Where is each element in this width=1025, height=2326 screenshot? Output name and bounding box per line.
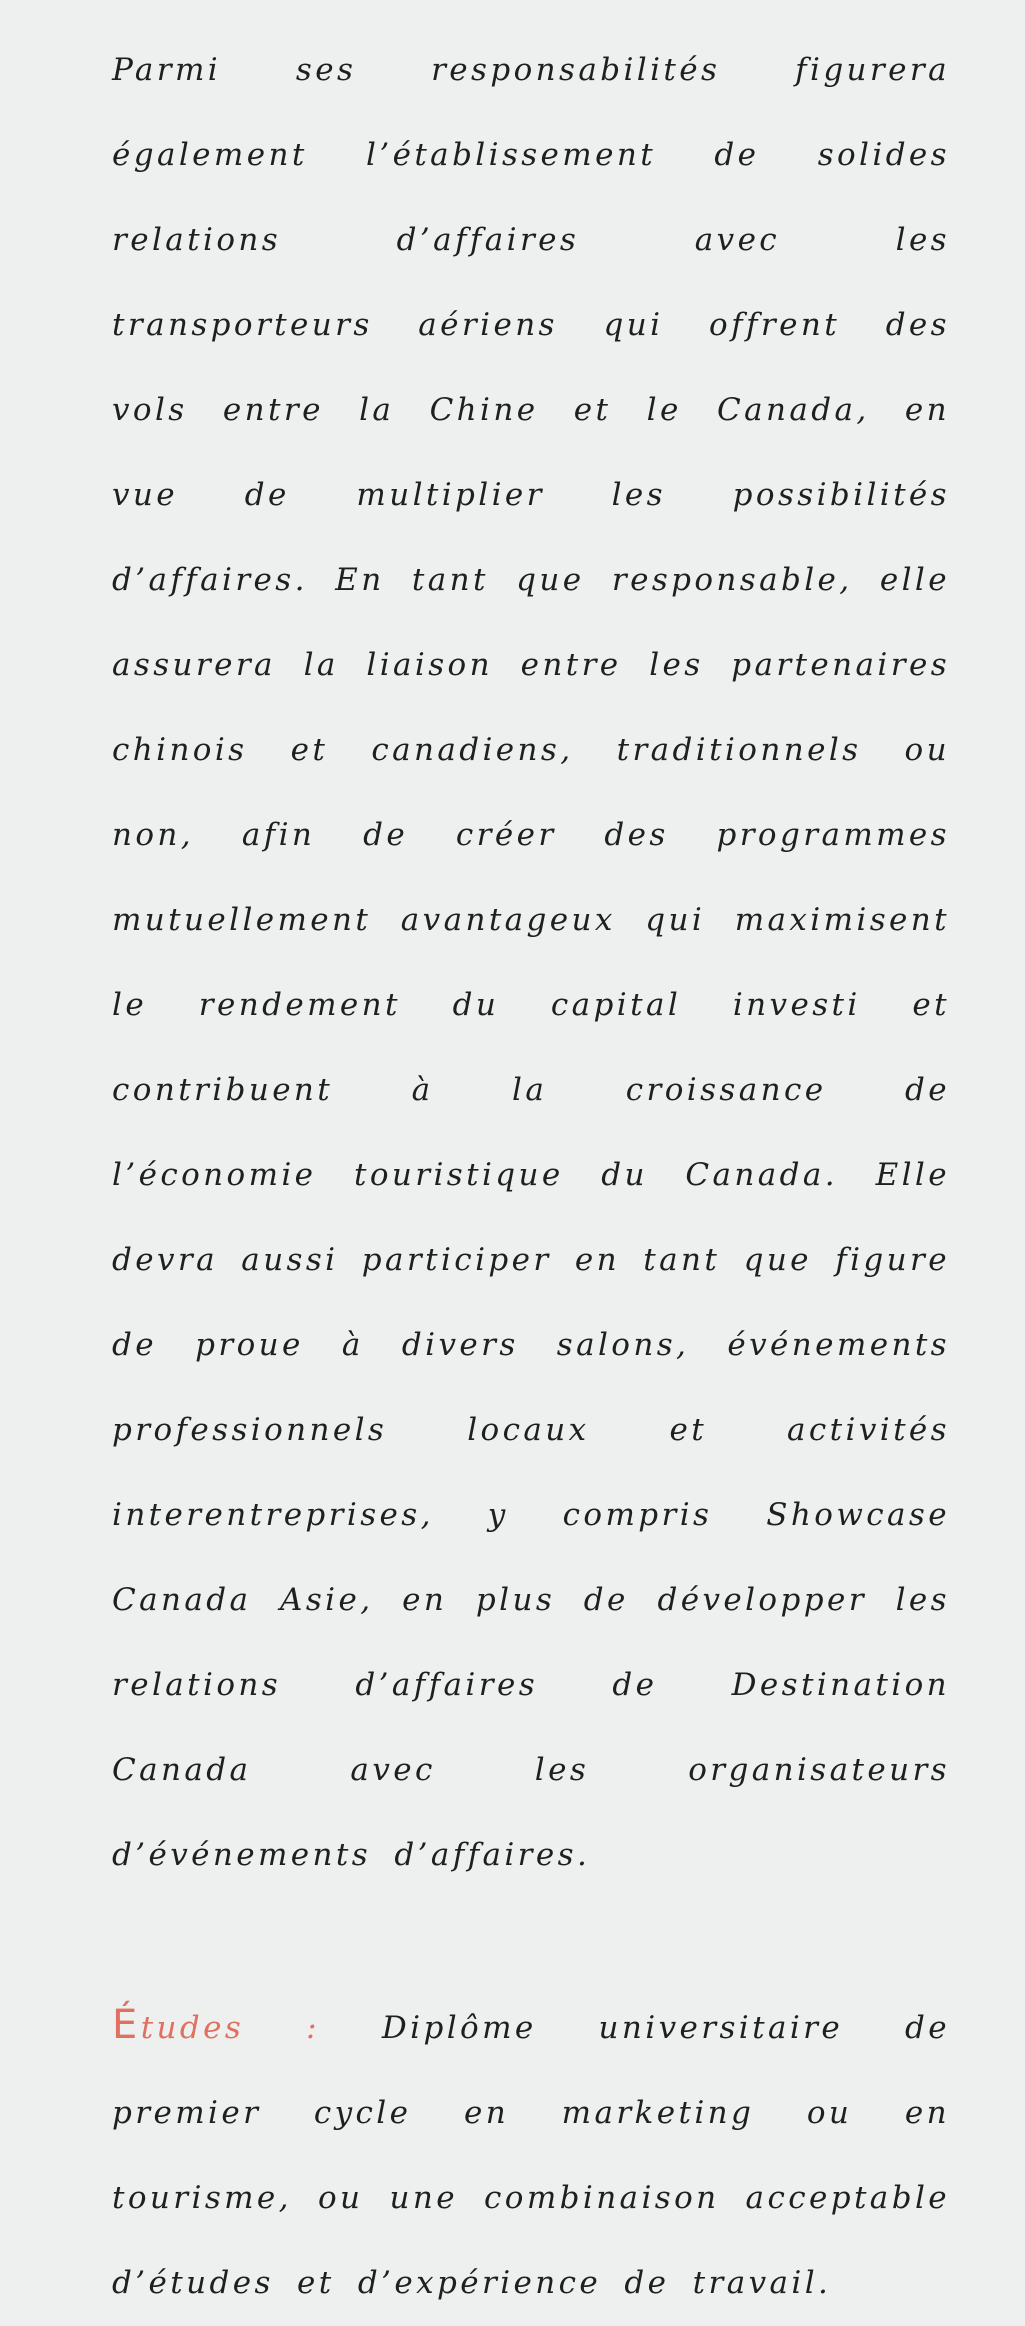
studies-label-initial: É xyxy=(112,2002,141,2048)
studies-label xyxy=(112,2002,382,2048)
responsibilities-paragraph: Parmi ses responsabilités figurera également l’établissement de solides relations d’affaires avec les transporteurs aériens qui offrent des vols entre la Chine et le Canada, en vue de multiplier les possibilités d’affaires. En tant que responsable, elle assurera la liaison entre les partenaires chinois et canadiens, traditionnels ou non, afin de créer des programmes mutuellement avantageux qui maximisent le rendement du capital investi et contribuent à la croissance de l’économie touristique du Canada. Elle devra aussi participer en tant que figure de proue à divers salons, événements professionnels locaux et activités interentreprises, y compris Showcase Canada Asie, en plus de développer les relations d’affaires de Destination Canada avec les organisateurs d’événements d’affaires. xyxy=(112,52,950,1873)
studies-text: Diplôme universitaire de premier cycle en marketing ou en tourisme, ou une combinaison acceptable d’études et d’expérience de travail. xyxy=(112,2010,951,2301)
studies-label-rest: tudes : xyxy=(140,2010,382,2046)
studies-paragraph xyxy=(112,1983,950,2326)
document-page xyxy=(112,28,950,2326)
paragraph-spacer xyxy=(112,1898,950,1983)
